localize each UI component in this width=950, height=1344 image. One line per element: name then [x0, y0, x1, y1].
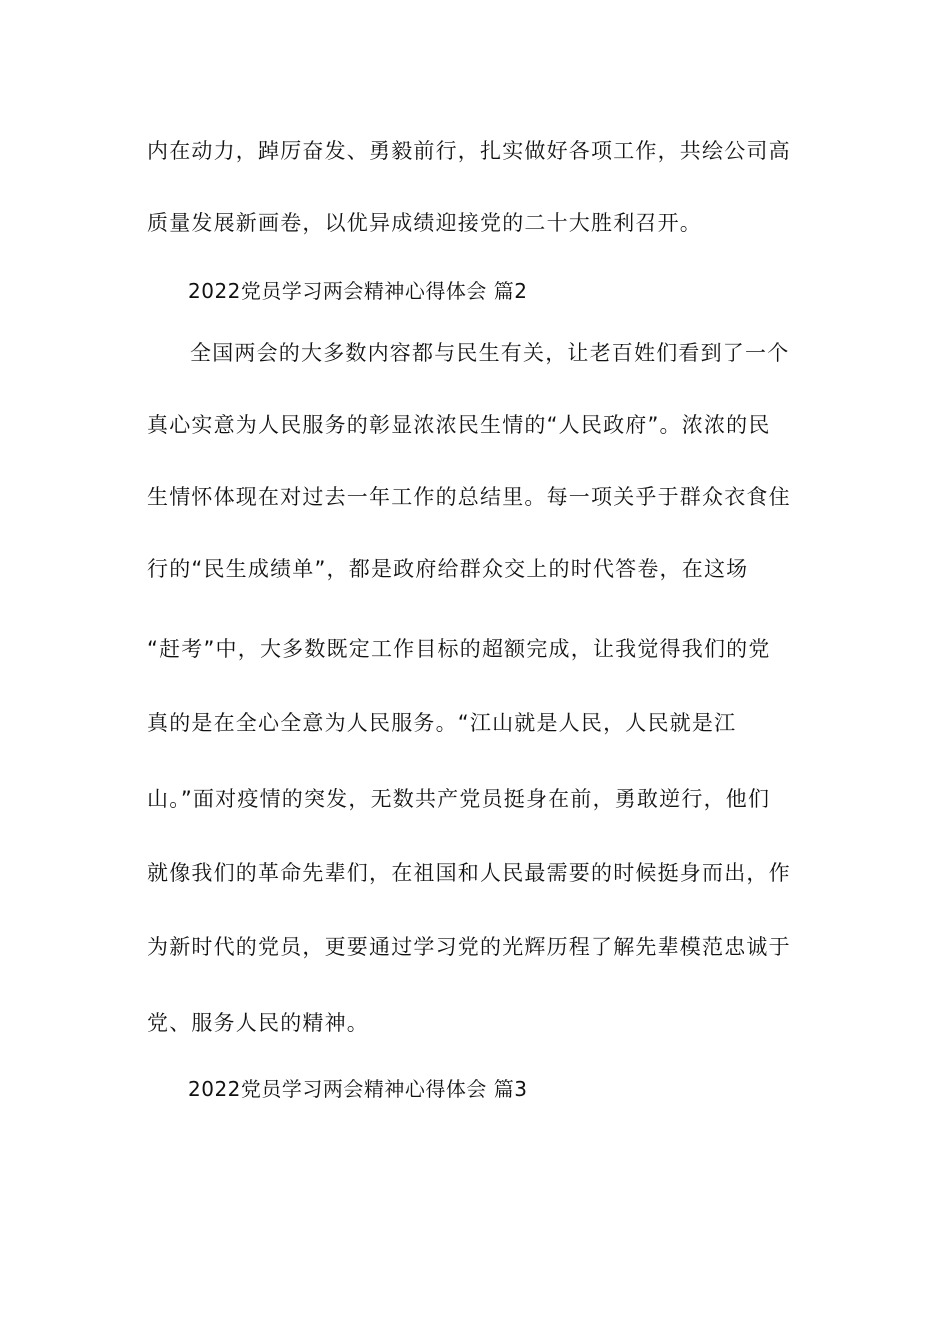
paragraph-line: 行的“民生成绩单”，都是政府给群众交上的时代答卷，在这场 [147, 557, 749, 581]
paragraph-line: 全国两会的大多数内容都与民生有关，让老百姓们看到了一个 [190, 341, 790, 365]
paragraph-line: 真的是在全心全意为人民服务。“江山就是人民，人民就是江 [147, 711, 737, 735]
paragraph-line: 真心实意为人民服务的彰显浓浓民生情的“人民政府”。浓浓的民 [147, 413, 771, 437]
paragraph-line: 生情怀体现在对过去一年工作的总结里。每一项关乎于群众衣食住 [147, 485, 791, 509]
paragraph-line: 为新时代的党员，更要通过学习党的光辉历程了解先辈模范忠诚于 [147, 935, 791, 959]
paragraph-line: 山。”面对疫情的突发，无数共产党员挺身在前，勇敢逆行，他们 [147, 787, 771, 811]
paragraph-line: 就像我们的革命先辈们，在祖国和人民最需要的时候挺身而出，作 [147, 861, 791, 885]
paragraph-line: 质量发展新画卷，以优异成绩迎接党的二十大胜利召开。 [147, 211, 702, 235]
section-heading: 2022党员学习两会精神心得体会 篇3 [188, 1077, 528, 1101]
section-heading: 2022党员学习两会精神心得体会 篇2 [188, 279, 528, 303]
paragraph-line: 内在动力，踔厉奋发、勇毅前行，扎实做好各项工作，共绘公司高 [147, 139, 791, 163]
paragraph-line: 党、服务人民的精神。 [147, 1011, 369, 1035]
paragraph-line: “赶考”中，大多数既定工作目标的超额完成，让我觉得我们的党 [147, 637, 771, 661]
